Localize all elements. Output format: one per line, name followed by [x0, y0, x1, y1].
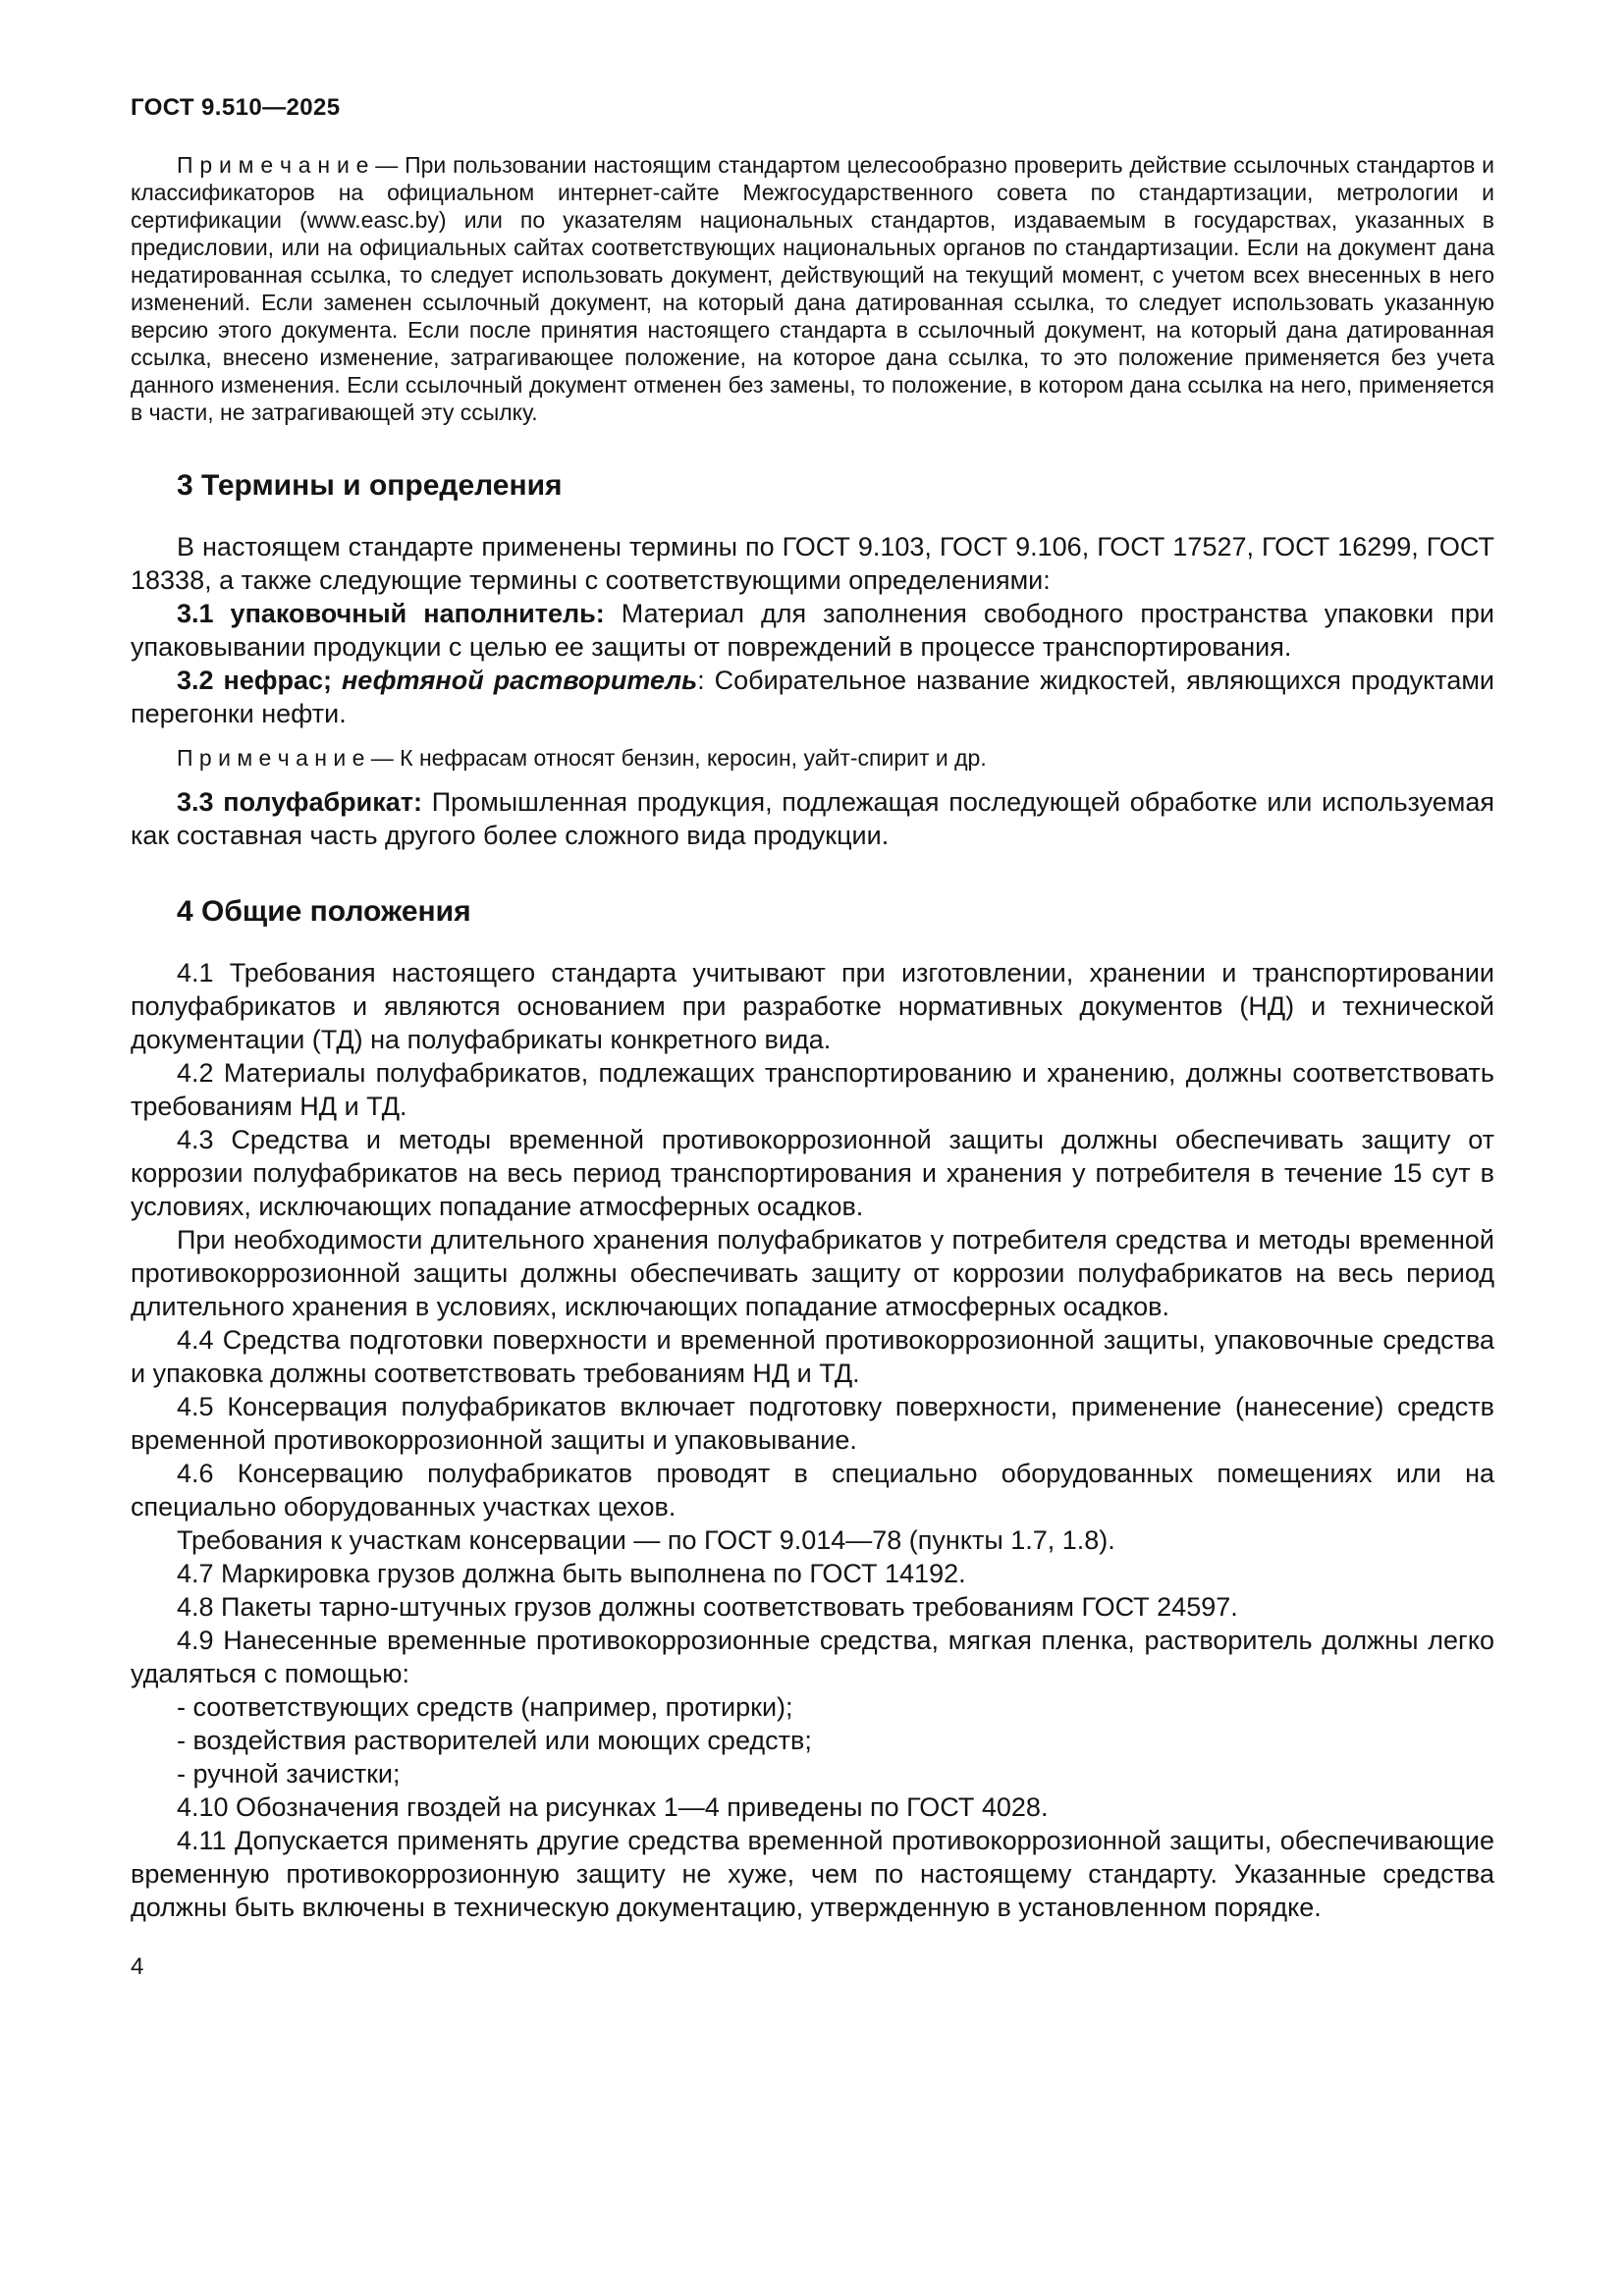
clause-4-1: 4.1 Требования настоящего стандарта учитывают при изготовлении, хранении и транспортировании полуфабрикатов и являются основанием при разработке нормативных документов (НД) и технической документации (ТД) на полуфабрикаты конкретного вида.	[131, 958, 1494, 1054]
section-4	[131, 895, 1494, 1924]
clause-4-3-paragraph-1: 4.3 Средства и методы временной противокоррозионной защиты должны обеспечивать защиту от коррозии полуфабрикатов на весь период транспортирования и хранения у потребителя в течение 15 сут в условиях, исключающих попадание атмосферных осадков.	[131, 1125, 1494, 1221]
clause-4-3-paragraph-2: При необходимости длительного хранения полуфабрикатов у потребителя средства и методы временной противокоррозионной защиты должны обеспечивать защиту от коррозии полуфабрикатов на весь период длительного хранения в условиях, исключающих попадание атмосферных осадков.	[131, 1225, 1494, 1321]
term-3-2-lead: 3.2 нефрас;	[177, 666, 332, 695]
clause-4-5: 4.5 Консервация полуфабрикатов включает подготовку поверхности, применение (нанесение) средств временной противокоррозионной защиты и упаковывание.	[131, 1392, 1494, 1455]
term-3-2-synonym: нефтяной растворитель	[341, 666, 698, 695]
clause-4-9: 4.9 Нанесенные временные противокоррозионные средства, мягкая пленка, растворитель должны легко удаляться с помощью:	[131, 1626, 1494, 1688]
clause-4-7: 4.7 Маркировка грузов должна быть выполнена по ГОСТ 14192.	[177, 1559, 966, 1588]
term-3-1-definition: Материал для заполнения свободного пространства упаковки при упаковывании продукции с целью ее защиты от повреждений в процессе транспортирования.	[131, 599, 1494, 662]
term-3-3-lead: 3.3 полуфабрикат:	[177, 787, 423, 817]
term-entry-3-1	[131, 597, 1494, 664]
references-usage-note: П р и м е ч а н и е — При пользовании настоящим стандартом целесообразно проверить действие ссылочных стандартов и классификаторов на официальном интернет-сайте Межгосударственного совета по стандартизации, метрологии и сертификации (www.easc.by) или по указателям национальных стандартов, издаваемым в государствах, указанных в предисловии, или на официальных сайтах соответствующих национальных органов по стандартизации. Если на документ дана недатированная ссылка, то следует использовать документ, действующий на текущий момент, с учетом всех внесенных в него изменений. Если заменен ссылочный документ, на который дана датированная ссылка, то следует использовать указанную версию этого документа. Если после принятия настоящего стандарта в ссылочный документ, на который дана датированная ссылка, внесено изменение, затрагивающее положение, на которое дана ссылка, то это положение применяется без учета данного изменения. Если ссылочный документ отменен без замены, то положение, в котором дана ссылка на него, применяется в части, не затрагивающей эту ссылку.	[131, 152, 1494, 425]
section-4-heading: 4 Общие положения	[177, 895, 471, 928]
clause-4-11: 4.11 Допускается применять другие средства временной противокоррозионной защиты, обеспечивающие временную противокоррозионную защиту не хуже, чем по настоящему стандарту. Указанные средства должны быть включены в техническую документацию, утвержденную в установленном порядке.	[131, 1826, 1494, 1922]
clause-4-6-paragraph-2: Требования к участкам консервации — по ГОСТ 9.014—78 (пункты 1.7, 1.8).	[177, 1525, 1115, 1555]
clause-4-9-list-item-1: - соответствующих средств (например, протирки);	[177, 1692, 793, 1722]
term-3-2-definition: : Собирательное название жидкостей, являющихся продуктами перегонки нефти.	[131, 666, 1494, 728]
clause-4-10: 4.10 Обозначения гвоздей на рисунках 1—4 приведены по ГОСТ 4028.	[177, 1792, 1049, 1822]
page-number: 4	[131, 1953, 144, 1980]
clause-4-6-paragraph-1: 4.6 Консервацию полуфабрикатов проводят в специально оборудованных помещениях или на специально оборудованных участках цехов.	[131, 1459, 1494, 1522]
section-3	[131, 469, 1494, 852]
clause-4-9-list-item-2: - воздействия растворителей или моющих средств;	[177, 1726, 812, 1755]
nefras-note: П р и м е ч а н и е — К нефрасам относят бензин, керосин, уайт-спирит и др.	[177, 745, 987, 771]
doc-code-header: ГОСТ 9.510—2025	[131, 94, 341, 121]
term-3-1-lead: 3.1 упаковочный наполнитель:	[177, 599, 605, 628]
clause-4-2: 4.2 Материалы полуфабрикатов, подлежащих транспортированию и хранению, должны соответствовать требованиям НД и ТД.	[131, 1058, 1494, 1121]
terms-intro-paragraph: В настоящем стандарте применены термины по ГОСТ 9.103, ГОСТ 9.106, ГОСТ 17527, ГОСТ 16299, ГОСТ 18338, а также следующие термины с соответствующими определениями:	[131, 532, 1494, 595]
clause-4-4: 4.4 Средства подготовки поверхности и временной противокоррозионной защиты, упаковочные средства и упаковка должны соответствовать требованиям НД и ТД.	[131, 1325, 1494, 1388]
clause-4-9-list-item-3: - ручной зачистки;	[177, 1759, 401, 1789]
term-3-3-definition: Промышленная продукция, подлежащая последующей обработке или используемая как составная часть другого более сложного вида продукции.	[131, 787, 1494, 850]
section-3-heading: 3 Термины и определения	[177, 469, 563, 502]
clause-4-8: 4.8 Пакеты тарно-штучных грузов должны соответствовать требованиям ГОСТ 24597.	[177, 1592, 1238, 1622]
term-entry-3-3	[131, 785, 1494, 852]
term-entry-3-2	[131, 664, 1494, 730]
